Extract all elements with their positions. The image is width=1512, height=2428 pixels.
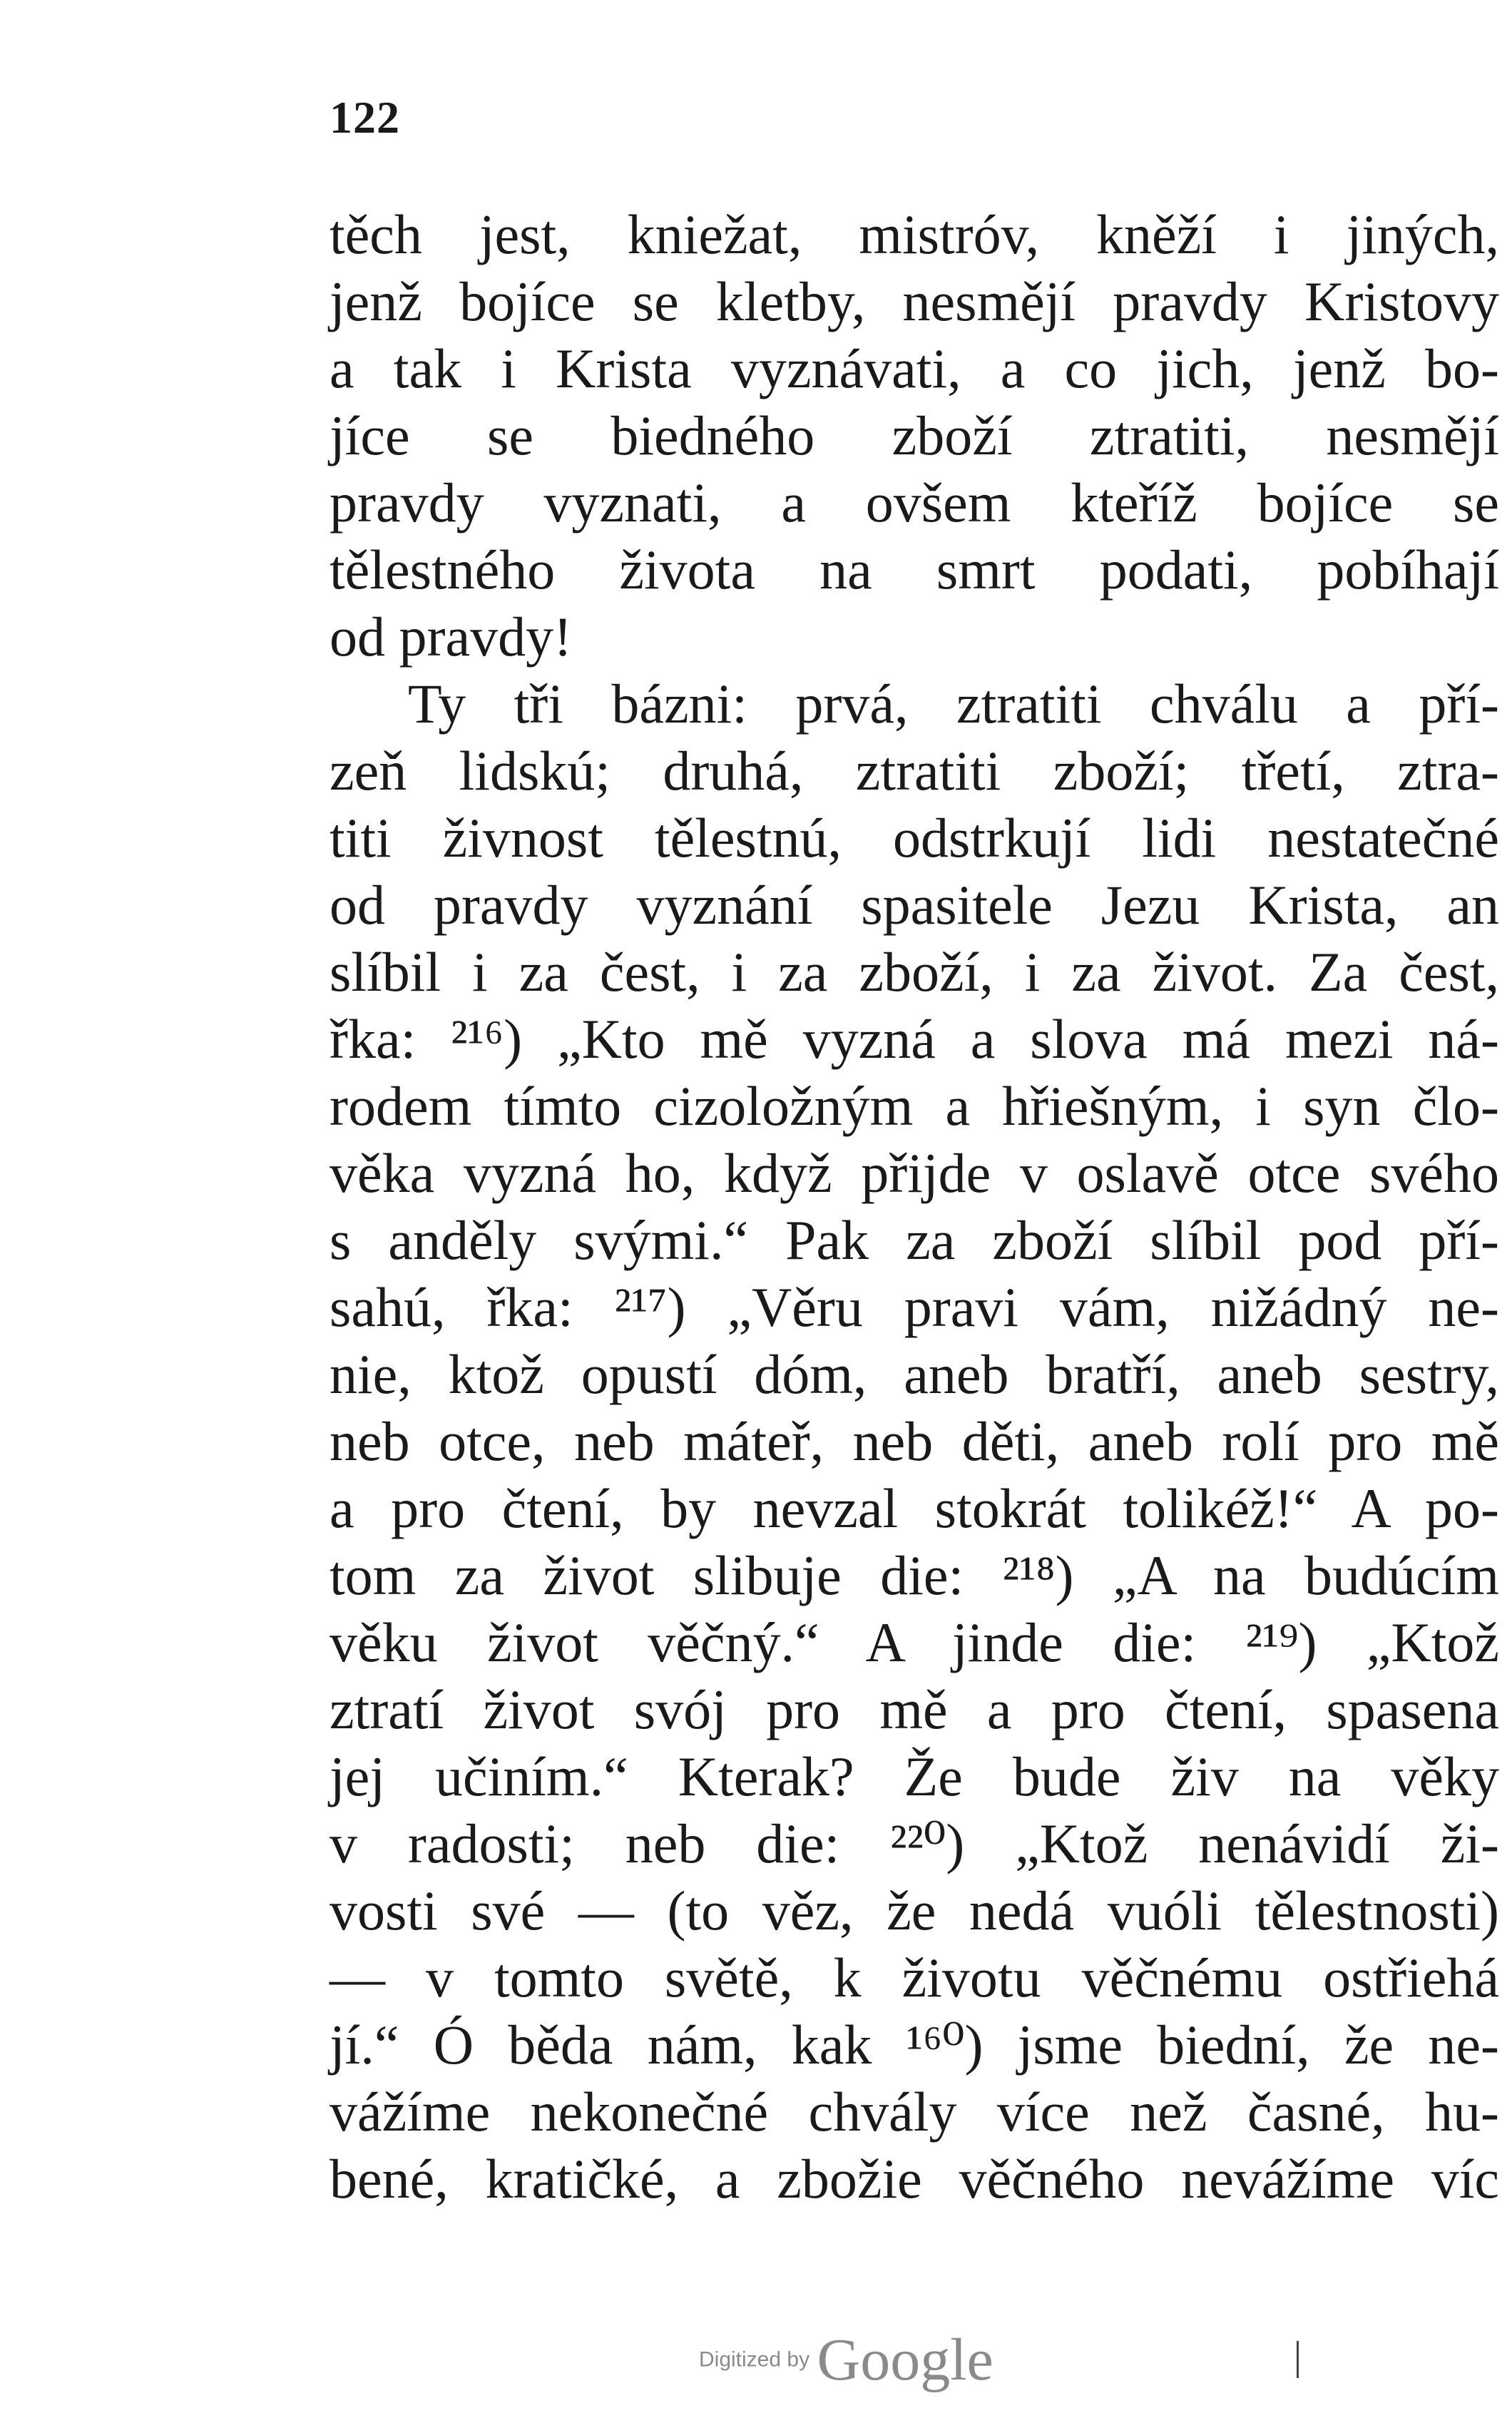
text-line: Ty tři bázni: prvá, ztratiti chválu a pří- <box>408 673 1499 735</box>
text-line: od pravdy! <box>330 606 573 668</box>
text-line: ztratí život svój pro mě a pro čtení, spasena <box>330 1678 1499 1740</box>
text-line: sahú, řka: ²¹⁷) „Věru pravi vám, nižádný ne- <box>330 1276 1499 1338</box>
text-line: těch jest, kniežat, mistróv, kněží i jiných, <box>330 203 1499 265</box>
text-line: — v tomto světě, k životu věčnému ostřiehá <box>330 1947 1499 2009</box>
text-line: neb otce, neb máteř, neb děti, aneb rolí pro mě <box>330 1410 1499 1472</box>
text-line: a tak i Krista vyznávati, a co jich, jenž bo- <box>330 337 1499 399</box>
text-line: nie, ktož opustí dóm, aneb bratří, aneb sestry, <box>330 1343 1499 1405</box>
text-line: věku život věčný.“ A jinde die: ²¹⁹) „Ktož <box>330 1611 1499 1673</box>
text-line: a pro čtení, by nevzal stokrát tolikéž!“ A po- <box>330 1477 1499 1539</box>
digitized-watermark <box>699 2325 993 2394</box>
text-line: jej učiním.“ Kterak? Že bude živ na věky <box>330 1745 1499 1807</box>
text-line: jí.“ Ó běda nám, kak ¹⁶⁰) jsme biední, že ne- <box>330 2014 1499 2076</box>
digitized-label: Digitized by <box>699 2347 810 2372</box>
text-line: věka vyzná ho, když přijde v oslavě otce svého <box>330 1142 1499 1204</box>
text-line: vážíme nekonečné chvály více než časné, hu- <box>330 2081 1499 2143</box>
text-line: v radosti; neb die: ²²⁰) „Ktož nenávidí ži- <box>330 1812 1499 1874</box>
text-line: vosti své — (to věz, že nedá vuóli tělestnosti) <box>330 1879 1499 1942</box>
text-line: tom za život slibuje die: ²¹⁸) „A na budúcím <box>330 1544 1499 1606</box>
google-logo: Google <box>817 2327 993 2393</box>
text-line: od pravdy vyznání spasitele Jezu Krista, an <box>330 874 1499 936</box>
page-number: 122 <box>330 92 400 143</box>
text-line: slíbil i za čest, i za zboží, i za život. Za čest, <box>330 941 1499 1003</box>
text-line: jíce se biedného zboží ztratiti, nesmějí <box>330 404 1499 466</box>
text-line: pravdy vyznati, a ovšem kteříž bojíce se <box>330 471 1499 534</box>
text-line: bené, kratičké, a zbožie věčného nevážíme víc <box>330 2148 1499 2210</box>
text-line: zeň lidskú; druhá, ztratiti zboží; třetí, ztra- <box>330 740 1499 802</box>
text-line: titi živnost tělestnú, odstrkují lidi nestatečné <box>330 807 1499 869</box>
text-line: tělestného života na smrt podati, pobíhají <box>330 539 1499 601</box>
text-line: s anděly svými.“ Pak za zboží slíbil pod pří- <box>330 1209 1499 1271</box>
text-line: jenž bojíce se kletby, nesmějí pravdy Kristovy <box>330 270 1499 332</box>
body-text <box>330 201 1499 2213</box>
margin-mark <box>1297 2341 1299 2378</box>
text-line: rodem tímto cizoložným a hřiešným, i syn člo- <box>330 1075 1499 1137</box>
text-line: řka: ²¹⁶) „Kto mě vyzná a slova má mezi ná- <box>330 1008 1499 1070</box>
